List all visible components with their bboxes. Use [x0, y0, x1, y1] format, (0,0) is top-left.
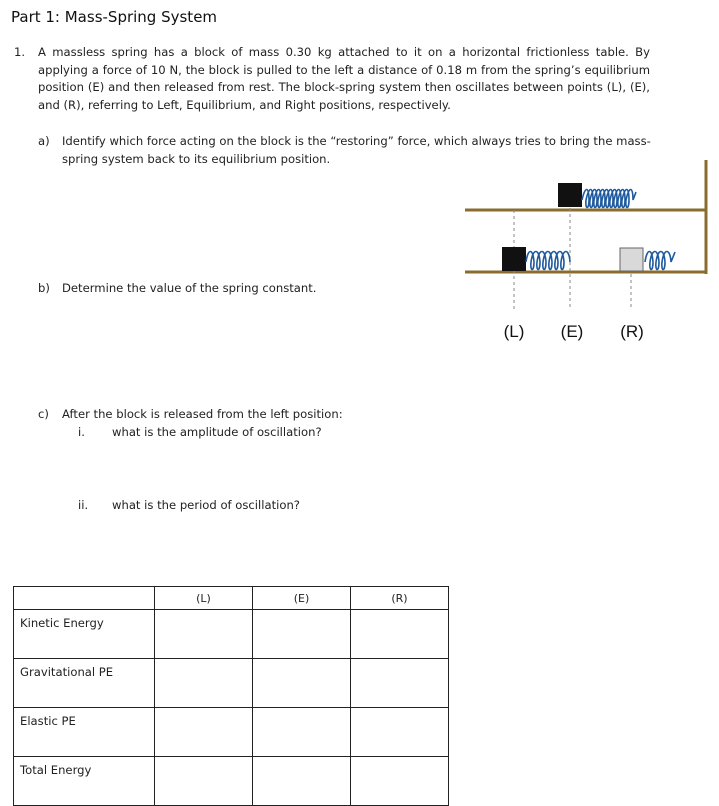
part-c-i-label: i. — [78, 425, 85, 439]
table-row — [14, 757, 449, 806]
spring-top — [582, 190, 636, 208]
block-equilibrium — [558, 183, 582, 207]
table-header-row — [14, 587, 449, 610]
part-c-i-text: what is the amplitude of oscillation? — [112, 425, 322, 439]
table-header-right: (R) — [351, 587, 449, 610]
table-cell — [155, 610, 253, 659]
part-c-ii-text: what is the period of oscillation? — [112, 498, 300, 512]
table-cell — [155, 757, 253, 806]
row-label-kinetic: Kinetic Energy — [14, 610, 155, 659]
table-row — [14, 708, 449, 757]
table-row — [14, 659, 449, 708]
table-cell — [351, 708, 449, 757]
table-cell — [253, 659, 351, 708]
part-b-text: Determine the value of the spring constant. — [62, 281, 317, 295]
table-cell — [351, 659, 449, 708]
table-row — [14, 610, 449, 659]
mass-spring-diagram — [455, 150, 715, 350]
spring-bottom-right — [645, 252, 675, 270]
part-b-label: b) — [38, 281, 50, 295]
part-c-label: c) — [38, 407, 49, 421]
row-label-elastic: Elastic PE — [14, 708, 155, 757]
table-header-equilibrium: (E) — [253, 587, 351, 610]
page-title: Part 1: Mass-Spring System — [11, 8, 218, 26]
label-left: (L) — [503, 322, 525, 341]
ghost-block-right — [620, 248, 643, 271]
question-text: A massless spring has a block of mass 0.30 kg attached to it on a horizontal frictionless table. By applying a force of 10 N, the block is pulled to the left a distance of 0.18 m from the spring’s equilibrium position (E) and then released from rest. The block-spring system then oscillates between points (L), (E), and (R), referring to Left, Equilibrium, and Right positions, respectively. — [38, 45, 650, 112]
table-cell — [253, 708, 351, 757]
row-label-total: Total Energy — [14, 757, 155, 806]
table-cell — [155, 659, 253, 708]
energy-table — [13, 586, 449, 806]
part-a-label: a) — [38, 134, 50, 148]
table-header-blank — [14, 587, 155, 610]
table-cell — [351, 757, 449, 806]
table-cell — [155, 708, 253, 757]
label-right: (R) — [620, 322, 644, 341]
row-label-gravitational: Gravitational PE — [14, 659, 155, 708]
label-equilibrium: (E) — [560, 322, 584, 341]
spring-bottom-stretched — [526, 252, 570, 270]
table-header-left: (L) — [155, 587, 253, 610]
table-cell — [351, 610, 449, 659]
part-a-text: Identify which force acting on the block is the “restoring” force, which always tries to bring the mass-spring system back to its equilibrium position. — [62, 134, 651, 166]
part-c-ii-label: ii. — [78, 498, 89, 512]
block-left — [502, 247, 526, 271]
table-cell — [253, 757, 351, 806]
table-cell — [253, 610, 351, 659]
part-c-text: After the block is released from the left position: — [62, 407, 343, 421]
question-number: 1. — [14, 45, 26, 59]
